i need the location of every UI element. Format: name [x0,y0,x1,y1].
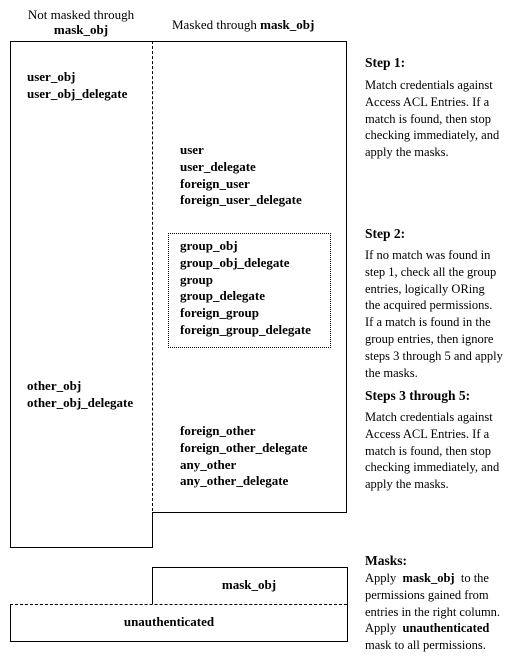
masks-line1-a: Apply [365,571,403,585]
left-header-line1: Not masked through [27,7,135,22]
entry-any-other-delegate: any_other_delegate [180,473,289,489]
step3-line: match is found, then stop [365,443,492,458]
step2-line: steps 3 through 5 and apply [365,348,503,363]
step3-text [365,409,525,493]
entry-foreign-user: foreign_user [180,175,250,191]
step1-line: Access ACL Entries. If a [365,94,490,109]
right-header-bold: mask_obj [260,17,315,32]
step1-title: Step 1: [365,55,406,70]
left-group-user-obj [27,69,127,103]
mask-obj-label: mask_obj [221,577,277,592]
left-column-header [10,7,152,37]
left-group-other-obj [27,378,133,412]
masks-line4-a: Apply [365,621,403,636]
masks-title: Masks: [365,553,408,568]
right-column-header [172,17,314,33]
step1-line: Match credentials against [365,78,493,92]
entry-user-delegate: user_delegate [180,158,256,174]
unauthenticated-label: unauthenticated [123,614,215,629]
mask-divider [10,604,347,605]
step1-line: match is found, then stop [365,111,492,126]
masks-line1-b: mask_obj [402,571,455,585]
entry-any-other: any_other [180,456,237,472]
entry-foreign-user-delegate: foreign_user_delegate [180,192,302,208]
step2-line: If a match is found in the [365,315,491,330]
step2-line: the acquired permissions. [365,298,493,313]
step3-title: Steps 3 through 5: [365,388,471,403]
right-header-prefix: Masked through [172,17,261,32]
step1-text [365,77,525,161]
entry-group: group [180,271,213,287]
step2-line: entries, logically ORing [365,281,485,296]
not-masked-box [10,41,153,548]
masks-text [365,570,527,654]
entry-group-obj-delegate: group_obj_delegate [180,254,290,270]
masks-line4-b: unauthenticated [402,621,490,636]
left-header-line2: mask_obj [53,22,109,37]
step2-line: If no match was found in [365,248,491,262]
step2-line: the masks. [365,365,418,380]
entry-group-obj: group_obj [180,238,238,253]
step3-line: checking immediately, and [365,460,500,475]
masks-line1-c: to the [454,571,489,585]
column-divider [152,41,153,511]
entry-group-delegate: group_delegate [180,288,265,304]
masks-line5: mask to all permissions. [365,638,486,653]
step1-line: apply the masks. [365,145,449,160]
entry-foreign-group: foreign_group [180,305,259,321]
entry-user: user [180,142,204,157]
step3-line: Access ACL Entries. If a [365,426,490,441]
step3-line: Match credentials against [365,410,493,424]
step1-line: checking immediately, and [365,128,500,143]
masks-line4 [365,620,527,637]
step2-line: group entries, then ignore [365,331,494,346]
entry-foreign-other-delegate: foreign_other_delegate [180,439,308,455]
right-group-other [180,423,308,490]
step2-line: step 1, check all the group [365,264,497,279]
entry-foreign-other: foreign_other [180,423,256,438]
entry-other-obj: other_obj [27,378,82,393]
step2-title: Step 2: [365,226,406,241]
right-group-user [180,142,302,209]
entry-user-obj: user_obj [27,69,76,84]
step2-text [365,247,525,381]
masks-line2: permissions gained from [365,587,489,602]
entry-user-obj-delegate: user_obj_delegate [27,85,128,101]
step3-line: apply the masks. [365,477,449,492]
masks-line3: entries in the right column. [365,604,501,619]
entry-foreign-group-delegate: foreign_group_delegate [180,321,311,337]
right-group-group [180,238,311,339]
masks-line1 [365,570,527,587]
entry-other-obj-delegate: other_obj_delegate [27,394,134,410]
